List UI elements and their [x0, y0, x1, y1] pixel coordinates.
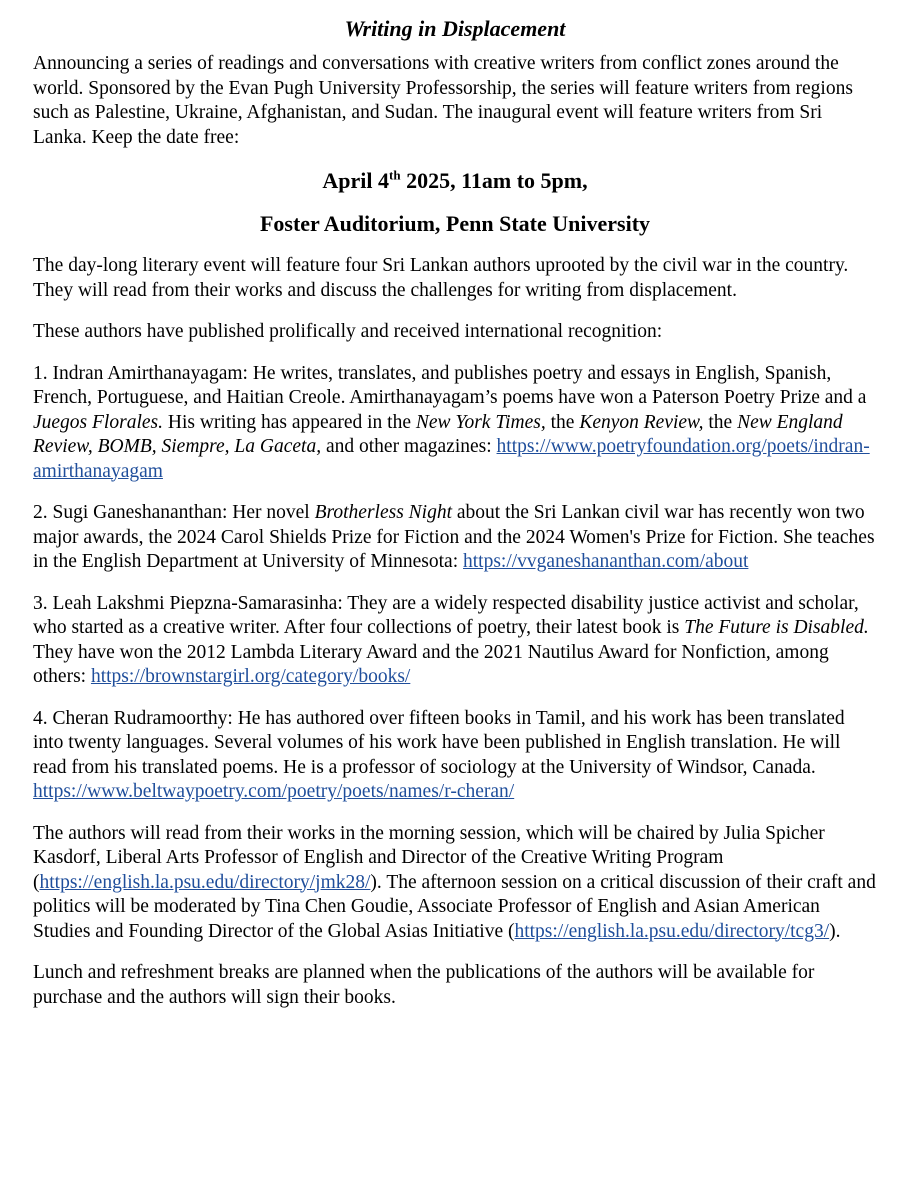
event-date-superscript: th: [389, 167, 401, 183]
author-entry-2: 2. Sugi Ganeshananthan: Her novel Brotherless Night about the Sri Lankan civil war has recently won two major awards, the 2024 Carol Shields Prize for Fiction and the 2024 Women's Prize for Fiction. She teaches in the English Department at University of Minnesota: https://vvganeshananthan.com/about: [33, 502, 875, 572]
author-1-link[interactable]: https://www.poetryfoundation.org/poets/indran-amirthanayagam: [33, 436, 870, 482]
event-date: [33, 167, 877, 195]
author-entry-3: 3. Leah Lakshmi Piepzna-Samarasinha: They are a widely respected disability justice activist and scholar, who started as a creative writer. After four collections of poetry, their latest book is The Future is Disabled. They have won the 2012 Lambda Literary Award and the 2021 Nautilus Award for Nonfiction, among others: https://brownstargirl.org/category/books/: [33, 592, 869, 687]
moderator-directory-link[interactable]: https://english.la.psu.edu/directory/tcg3/: [514, 920, 830, 942]
author-2-link[interactable]: https://vvganeshananthan.com/about: [463, 551, 749, 572]
chair-directory-link[interactable]: https://english.la.psu.edu/directory/jmk28/: [39, 871, 371, 893]
event-venue: Foster Auditorium, Penn State University: [259, 211, 651, 236]
event-date-prefix: April 4: [322, 168, 390, 193]
author-entry-4: 4. Cheran Rudramoorthy: He has authored over fifteen books in Tamil, and his work has been translated into twenty languages. Several volumes of his work have been published in English translation. He will read from his translated poems. He is a professor of sociology at the University of Windsor, Canada. https://www.beltwaypoetry.com/poetry/poets/names/r-cheran/: [33, 707, 845, 802]
overview-paragraph: The day-long literary event will feature four Sri Lankan authors uprooted by the civil war in the country. They will read from their works and discuss the challenges for writing from displacement.: [33, 255, 849, 301]
event-date-suffix: 2025, 11am to 5pm,: [400, 168, 588, 193]
sessions-paragraph: The authors will read from their works in the morning session, which will be chaired by Julia Spicher Kasdorf, Liberal Arts Professor of English and Director of the Creative Writing Program (https://english.la.psu.edu/directory/jmk28/). The afternoon session on a critical discussion of their craft and politics will be moderated by Tina Chen Goudie, Associate Professor of English and Asian American Studies and Founding Director of the Global Asias Initiative (https://english.la.psu.edu/directory/tcg3/).: [33, 822, 876, 942]
closing-paragraph: Lunch and refreshment breaks are planned when the publications of the authors will be available for purchase and the authors will sign their books.: [33, 962, 815, 1008]
author-4-link[interactable]: https://www.beltwaypoetry.com/poetry/poets/names/r-cheran/: [33, 781, 515, 802]
document-title: Writing in Displacement: [344, 16, 566, 41]
authors-intro: These authors have published prolifically and received international recognition:: [33, 321, 663, 342]
author-entry-1: 1. Indran Amirthanayagam: He writes, translates, and publishes poetry and essays in English, Spanish, French, Portuguese, and Haitian Creole. Amirthanayagam’s poems have won a Paterson Poetry Prize and a Juegos Florales. His writing has appeared in the New York Times, the Kenyon Review, the New England Review, BOMB, Siempre, La Gaceta, and other magazines: https://www.poetryfoundation.org/poets/indran-amirthanayagam: [33, 362, 870, 482]
intro-paragraph: Announcing a series of readings and conversations with creative writers from conflict zones around the world. Sponsored by the Evan Pugh University Professorship, the series will feature writers from regions such as Palestine, Ukraine, Afghanistan, and Sudan. The inaugural event will feature writers from Sri Lanka. Keep the date free:: [33, 53, 853, 148]
author-3-link[interactable]: https://brownstargirl.org/category/books/: [90, 666, 411, 687]
